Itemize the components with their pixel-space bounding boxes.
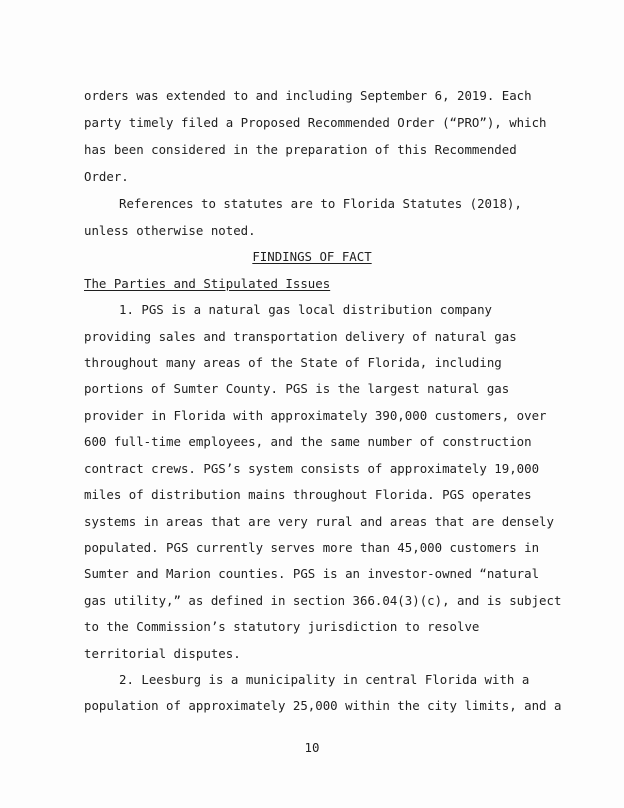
- body-line: territorial disputes.: [84, 646, 241, 661]
- body-line: orders was extended to and including September 6, 2019. Each: [84, 88, 532, 103]
- body-line: population of approximately 25,000 within the city limits, and a: [84, 698, 562, 713]
- page-number: 10: [304, 740, 320, 755]
- subsection-heading: The Parties and Stipulated Issues: [84, 276, 331, 291]
- body-line: gas utility,” as defined in section 366.04(3)(c), and is subject: [84, 593, 562, 608]
- paragraph-2-line: 2. Leesburg is a municipality in central Florida with a: [119, 672, 530, 687]
- paragraph-1-line: 1. PGS is a natural gas local distribution company: [119, 302, 492, 317]
- body-line: providing sales and transportation delivery of natural gas: [84, 329, 517, 344]
- body-line: unless otherwise noted.: [84, 223, 256, 238]
- body-line: party timely filed a Proposed Recommended Order (“PRO”), which: [84, 115, 547, 130]
- body-line: throughout many areas of the State of Florida, including: [84, 355, 502, 370]
- body-line: Sumter and Marion counties. PGS is an investor-owned “natural: [84, 566, 540, 581]
- body-line: has been considered in the preparation of this Recommended: [84, 142, 517, 157]
- body-line: 600 full-time employees, and the same number of construction: [84, 434, 532, 449]
- body-line: miles of distribution mains throughout Florida. PGS operates: [84, 487, 532, 502]
- body-line: populated. PGS currently serves more than 45,000 customers in: [84, 540, 540, 555]
- body-line: portions of Sumter County. PGS is the largest natural gas: [84, 381, 510, 396]
- body-line: contract crews. PGS’s system consists of approximately 19,000: [84, 461, 540, 476]
- body-line: Order.: [84, 169, 129, 184]
- body-line: provider in Florida with approximately 390,000 customers, over: [84, 408, 547, 423]
- body-line: References to statutes are to Florida Statutes (2018),: [119, 196, 522, 211]
- body-line: to the Commission’s statutory jurisdiction to resolve: [84, 619, 480, 634]
- section-heading: FINDINGS OF FACT: [252, 249, 372, 264]
- body-line: systems in areas that are very rural and areas that are densely: [84, 514, 554, 529]
